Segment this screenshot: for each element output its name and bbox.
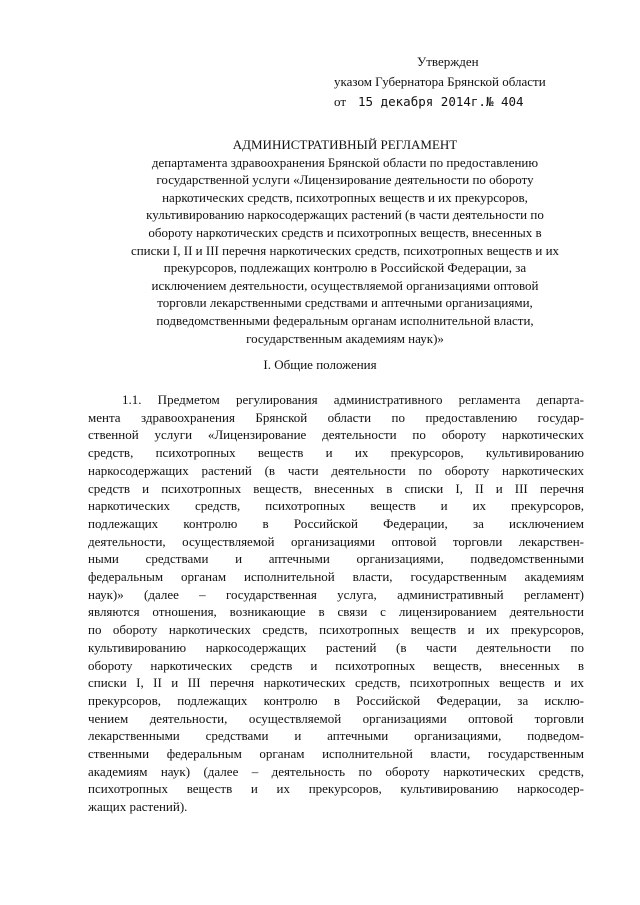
title-line: департамента здравоохранения Брянской области по предоставлению (151, 154, 539, 170)
body-line: наркосодержащих растений (в части деятельности по обороту наркотических (88, 462, 584, 478)
body-line: являются отношения, возникающие в связи с лицензированием деятельности (88, 604, 584, 620)
title-line: обороту наркотических средств и психотропных веществ, внесенных в (148, 224, 542, 240)
body-line: культивированию наркосодержащих растений (в части деятельности по (88, 639, 584, 655)
body-line: мента здравоохранения Брянской области по предоставлению государ- (88, 409, 584, 425)
title-line: наркотических средств, психотропных веществ и их прекурсоров, (162, 189, 528, 205)
body-line: 1.1. Предметом регулирования административного регламента департа- (122, 392, 584, 407)
body-line: средств и психотропных веществ, внесенных в списки I, II и III перечня (88, 480, 584, 496)
section-heading: I. Общие положения (263, 357, 377, 372)
title-line: торговли лекарственными средствами и аптечными организациями, (157, 295, 533, 311)
regulation-heading: АДМИНИСТРАТИВНЫЙ РЕГЛАМЕНТ (232, 137, 458, 152)
approval-date: 15 декабря 2014г. (358, 94, 486, 109)
title-line: исключением деятельности, осуществляемой организациями оптовой (151, 277, 539, 293)
body-line: чением деятельности, осуществляемой организациями оптовой торговли (88, 710, 584, 726)
title-line: государственной услуги «Лицензирование деятельности по обороту (156, 172, 534, 188)
approval-date-prefix: от (334, 94, 347, 109)
approval-stamp (334, 52, 634, 112)
body-line: лекарственными средствами и аптечными организациями, подведом- (88, 728, 584, 744)
approval-number: № 404 (485, 94, 524, 109)
body-paragraph (88, 391, 584, 816)
body-line: наркотических средств, психотропных веществ и их прекурсоров, (88, 498, 584, 514)
body-line: наук)» (далее – государственная услуга, административный регламент) (88, 586, 584, 602)
body-line: ными средствами и аптечными организациями, подведомственными (88, 551, 584, 567)
body-line: прекурсоров, подлежащих контролю в Российской Федерации, за исклю- (88, 692, 584, 708)
title-line: государственным академиям наук)» (246, 330, 444, 346)
body-line: деятельности, осуществляемой организациями оптовой торговли лекарствен- (88, 533, 584, 549)
regulation-title (95, 136, 595, 347)
body-line: ственными федеральным органам исполнительной власти, государственным (88, 746, 584, 762)
approval-line-decree: указом Губернатора Брянской области (334, 74, 546, 89)
title-line: подведомственными федеральным органам исполнительной власти, (156, 312, 534, 328)
body-line: подлежащих контролю в Российской Федерации, за исключением (88, 515, 584, 531)
title-line: культивированию наркосодержащих растений (в части деятельности по (146, 207, 544, 223)
body-line: по обороту наркотических средств, психотропных веществ и их прекурсоров, (88, 622, 584, 638)
body-line: федеральным органам исполнительной власти, государственным академиям (88, 569, 584, 585)
approval-line-date (334, 92, 634, 112)
body-line: жащих растений). (88, 799, 188, 815)
body-line: академиям наук) (далее – деятельность по обороту наркотических средств, (88, 763, 584, 779)
body-line: средств, психотропных веществ и их прекурсоров, культивированию (88, 445, 584, 461)
body-line: обороту наркотических средств и психотропных веществ, внесенных в (88, 657, 584, 673)
body-line: психотропных веществ и их прекурсоров, культивированию наркосодер- (88, 781, 584, 797)
title-line: прекурсоров, подлежащих контролю в Российской Федерации, за (163, 260, 527, 276)
body-line: списки I, II и III перечня наркотических средств, психотропных веществ и их (88, 675, 584, 691)
title-line: списки I, II и III перечня наркотических средств, психотропных веществ и их (130, 242, 560, 258)
body-line: ственной услуги «Лицензирование деятельности по обороту наркотических (88, 427, 584, 443)
approval-line-approved: Утвержден (417, 54, 479, 69)
